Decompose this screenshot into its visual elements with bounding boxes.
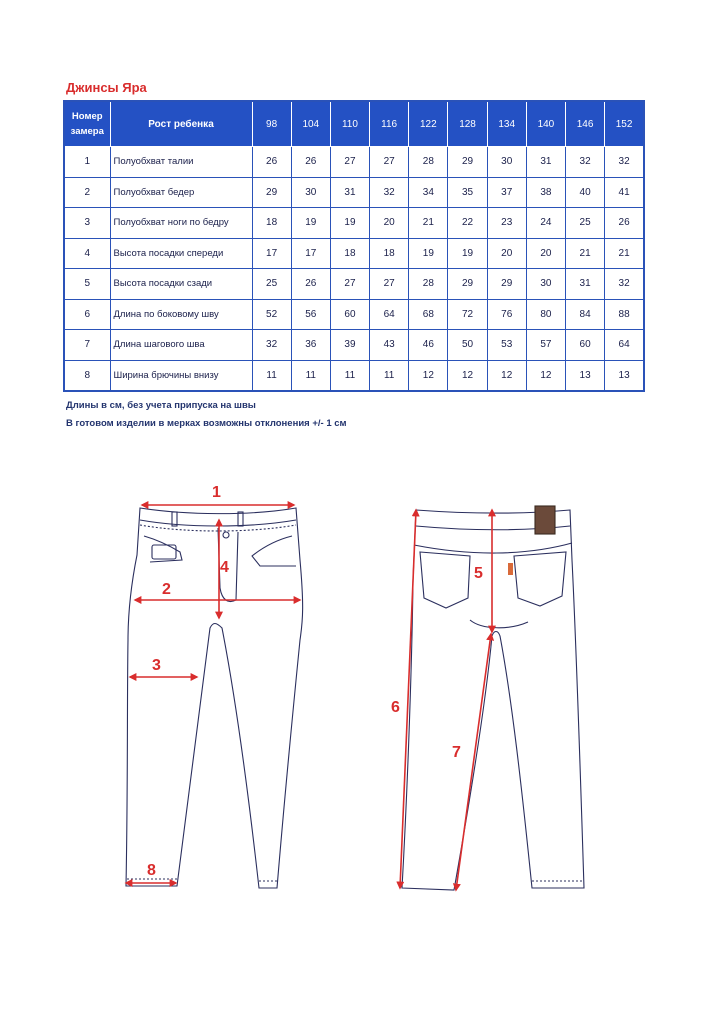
- back-pocket-right: [514, 552, 566, 606]
- table-row: [64, 360, 644, 391]
- value-cell: 29: [448, 147, 487, 178]
- measurement-lines: [126, 505, 492, 890]
- value-cell: 21: [566, 238, 605, 269]
- header-size: 104: [291, 101, 330, 147]
- value-cell: 29: [252, 177, 291, 208]
- measure-label-1: 1: [212, 484, 221, 501]
- measurement-labels: [147, 484, 483, 879]
- measure-number-cell: 6: [64, 299, 110, 330]
- back-yoke: [414, 543, 572, 553]
- jeans-back-view: [402, 506, 584, 890]
- measure-name-cell: Высота посадки сзади: [110, 269, 252, 300]
- value-cell: 26: [605, 208, 644, 239]
- value-cell: 11: [291, 360, 330, 391]
- value-cell: 25: [566, 208, 605, 239]
- value-cell: 35: [448, 177, 487, 208]
- value-cell: 11: [370, 360, 409, 391]
- table-row: [64, 269, 644, 300]
- value-cell: 12: [526, 360, 565, 391]
- value-cell: 27: [330, 269, 369, 300]
- back-pocket-left: [420, 552, 470, 608]
- header-size: 134: [487, 101, 526, 147]
- measurement-diagram: [0, 470, 709, 900]
- value-cell: 31: [330, 177, 369, 208]
- belt-loop: [238, 512, 243, 526]
- header-measure-number: [64, 101, 110, 147]
- value-cell: 32: [605, 269, 644, 300]
- back-outline: [402, 510, 584, 890]
- table-row: [64, 147, 644, 178]
- value-cell: 38: [526, 177, 565, 208]
- table-row: [64, 299, 644, 330]
- measure-name-cell: Ширина брючины внизу: [110, 360, 252, 391]
- measure-number-cell: 7: [64, 330, 110, 361]
- header-size: 110: [330, 101, 369, 147]
- value-cell: 18: [330, 238, 369, 269]
- value-cell: 17: [291, 238, 330, 269]
- value-cell: 11: [330, 360, 369, 391]
- value-cell: 72: [448, 299, 487, 330]
- measure-label-8: 8: [147, 862, 156, 879]
- value-cell: 40: [566, 177, 605, 208]
- measure-line-7: [456, 634, 491, 890]
- value-cell: 32: [370, 177, 409, 208]
- value-cell: 56: [291, 299, 330, 330]
- value-cell: 21: [409, 208, 448, 239]
- value-cell: 26: [252, 147, 291, 178]
- value-cell: 68: [409, 299, 448, 330]
- value-cell: 32: [252, 330, 291, 361]
- value-cell: 30: [487, 147, 526, 178]
- value-cell: 31: [566, 269, 605, 300]
- measure-name-cell: Длина по боковому шву: [110, 299, 252, 330]
- measure-number-cell: 1: [64, 147, 110, 178]
- jeans-front-view: [126, 508, 303, 888]
- value-cell: 41: [605, 177, 644, 208]
- value-cell: 27: [370, 147, 409, 178]
- measure-label-2: 2: [162, 581, 171, 598]
- value-cell: 19: [330, 208, 369, 239]
- back-crotch-seam: [470, 620, 528, 628]
- value-cell: 13: [566, 360, 605, 391]
- header-row: [64, 101, 644, 147]
- measure-number-cell: 2: [64, 177, 110, 208]
- header-size: 146: [566, 101, 605, 147]
- value-cell: 22: [448, 208, 487, 239]
- header-child-height: Рост ребенка: [110, 101, 252, 147]
- value-cell: 12: [409, 360, 448, 391]
- note-units: Длины в см, без учета припуска на швы: [66, 400, 256, 411]
- measure-name-cell: Полуобхват ноги по бедру: [110, 208, 252, 239]
- note-tolerance: В готовом изделии в мерках возможны отклонения +/- 1 см: [66, 418, 347, 429]
- front-waistband: [140, 520, 296, 526]
- brand-tag: [508, 563, 513, 575]
- header-size: 116: [370, 101, 409, 147]
- value-cell: 43: [370, 330, 409, 361]
- value-cell: 25: [252, 269, 291, 300]
- button-icon: [223, 532, 229, 538]
- value-cell: 26: [291, 147, 330, 178]
- value-cell: 20: [487, 238, 526, 269]
- value-cell: 64: [605, 330, 644, 361]
- header-num-line-1: Номер: [71, 111, 103, 122]
- value-cell: 50: [448, 330, 487, 361]
- value-cell: 12: [487, 360, 526, 391]
- value-cell: 37: [487, 177, 526, 208]
- header-size: 98: [252, 101, 291, 147]
- value-cell: 19: [448, 238, 487, 269]
- value-cell: 88: [605, 299, 644, 330]
- value-cell: 46: [409, 330, 448, 361]
- value-cell: 30: [291, 177, 330, 208]
- header-size: 152: [605, 101, 644, 147]
- size-table: [63, 100, 645, 392]
- value-cell: 12: [448, 360, 487, 391]
- value-cell: 27: [370, 269, 409, 300]
- table-row: [64, 208, 644, 239]
- measure-name-cell: Полуобхват бедер: [110, 177, 252, 208]
- value-cell: 20: [370, 208, 409, 239]
- measure-name-cell: Высота посадки спереди: [110, 238, 252, 269]
- measure-number-cell: 3: [64, 208, 110, 239]
- value-cell: 19: [409, 238, 448, 269]
- measure-label-5: 5: [474, 565, 483, 582]
- value-cell: 57: [526, 330, 565, 361]
- value-cell: 76: [487, 299, 526, 330]
- header-size: 140: [526, 101, 565, 147]
- value-cell: 18: [252, 208, 291, 239]
- page-title: Джинсы Яра: [66, 80, 147, 95]
- measure-number-cell: 4: [64, 238, 110, 269]
- value-cell: 84: [566, 299, 605, 330]
- value-cell: 64: [370, 299, 409, 330]
- value-cell: 17: [252, 238, 291, 269]
- value-cell: 34: [409, 177, 448, 208]
- front-pocket-right: [252, 536, 296, 566]
- measure-number-cell: 5: [64, 269, 110, 300]
- value-cell: 28: [409, 147, 448, 178]
- measure-name-cell: Полуобхват талии: [110, 147, 252, 178]
- value-cell: 36: [291, 330, 330, 361]
- value-cell: 30: [526, 269, 565, 300]
- value-cell: 11: [252, 360, 291, 391]
- measure-label-7: 7: [452, 744, 461, 761]
- value-cell: 18: [370, 238, 409, 269]
- value-cell: 52: [252, 299, 291, 330]
- measure-label-4: 4: [220, 559, 229, 576]
- measure-number-cell: 8: [64, 360, 110, 391]
- value-cell: 29: [448, 269, 487, 300]
- table-row: [64, 238, 644, 269]
- table-body: [64, 147, 644, 392]
- value-cell: 29: [487, 269, 526, 300]
- value-cell: 32: [566, 147, 605, 178]
- value-cell: 60: [566, 330, 605, 361]
- value-cell: 24: [526, 208, 565, 239]
- header-size: 122: [409, 101, 448, 147]
- value-cell: 23: [487, 208, 526, 239]
- value-cell: 13: [605, 360, 644, 391]
- brand-patch: [535, 506, 555, 534]
- measure-name-cell: Длина шагового шва: [110, 330, 252, 361]
- value-cell: 80: [526, 299, 565, 330]
- value-cell: 20: [526, 238, 565, 269]
- value-cell: 32: [605, 147, 644, 178]
- front-outline: [126, 508, 303, 888]
- table-row: [64, 177, 644, 208]
- value-cell: 31: [526, 147, 565, 178]
- header-size: 128: [448, 101, 487, 147]
- value-cell: 21: [605, 238, 644, 269]
- measure-line-6: [400, 510, 416, 888]
- value-cell: 27: [330, 147, 369, 178]
- value-cell: 60: [330, 299, 369, 330]
- value-cell: 19: [291, 208, 330, 239]
- table-row: [64, 330, 644, 361]
- value-cell: 53: [487, 330, 526, 361]
- header-num-line-2: замера: [70, 126, 104, 137]
- value-cell: 28: [409, 269, 448, 300]
- measure-label-3: 3: [152, 657, 161, 674]
- measure-label-6: 6: [391, 699, 400, 716]
- value-cell: 39: [330, 330, 369, 361]
- value-cell: 26: [291, 269, 330, 300]
